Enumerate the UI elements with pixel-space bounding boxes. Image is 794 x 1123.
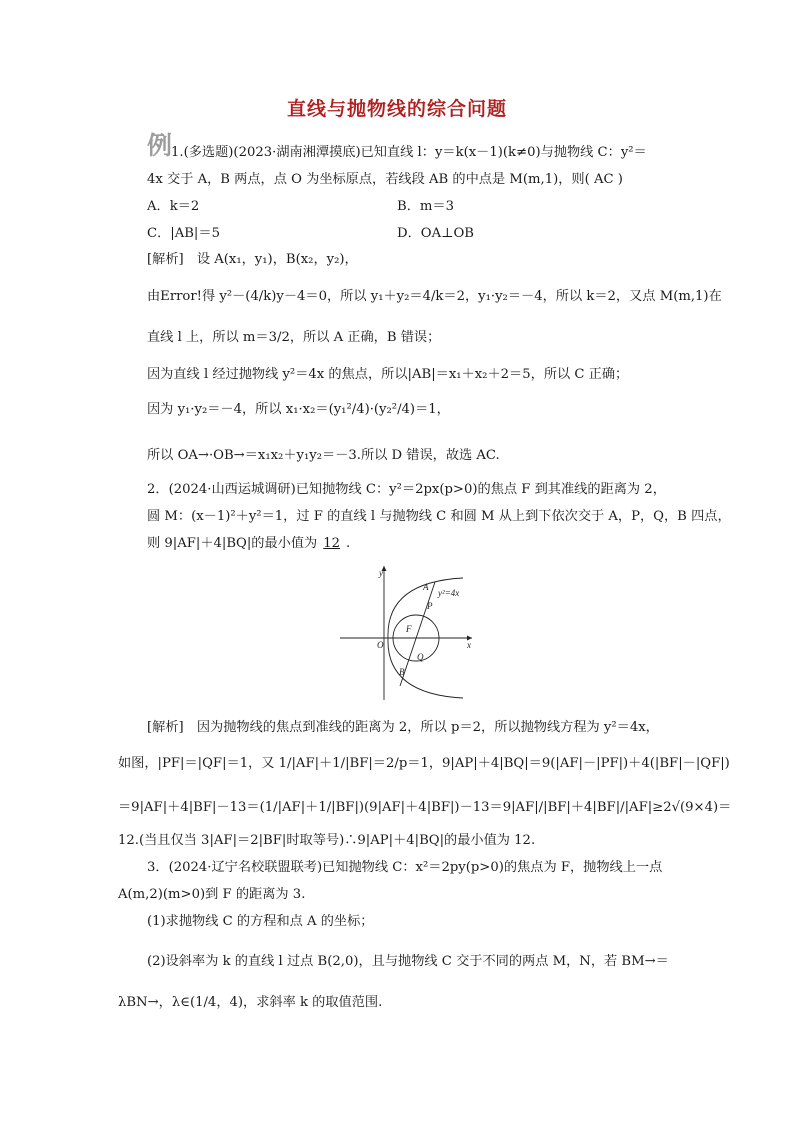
origin-label: O bbox=[377, 640, 384, 650]
text-line: 则 9|AF|＋4|BQ|的最小值为 12 . bbox=[147, 536, 351, 551]
example-mark: 例 bbox=[147, 131, 173, 160]
text-line: λBN→，λ∈(1/4，4)，求斜率 k 的取值范围. bbox=[118, 995, 383, 1010]
x-axis-label: x bbox=[467, 640, 471, 650]
text-line: 如图，|PF|＝|QF|＝1，又 1/|AF|＋1/|BF|＝2/p＝1，9|AP|＋4|BQ|＝9(|AF|－|PF|)＋4(|BF|－|QF|) bbox=[118, 756, 730, 771]
text-line: 圆 M：(x－1)²＋y²＝1，过 F 的直线 l 与抛物线 C 和圆 M 从上到下依次交于 A，P，Q，B 四点， bbox=[147, 509, 731, 524]
point-p-label: P bbox=[427, 601, 433, 611]
option-b: B．m＝3 bbox=[397, 199, 454, 214]
text-line: 1.(多选题)(2023·湖南湘潭摸底)已知直线 l：y＝k(x－1)(k≠0)与抛物线 C：y²＝ bbox=[171, 145, 647, 160]
text-line: 4x 交于 A，B 两点，点 O 为坐标原点，若线段 AB 的中点是 M(m,1)，则( AC ) bbox=[147, 172, 623, 187]
point-q-label: Q bbox=[417, 652, 424, 662]
y-axis-label: y bbox=[379, 568, 383, 578]
point-b-label: B bbox=[399, 667, 405, 677]
text-line: ＝9|AF|＋4|BF|－13＝(1/|AF|＋1/|BF|)(9|AF|＋4|BF|)－13＝9|AF|/|BF|＋4|BF|/|AF|≥2√(9×4)＝ bbox=[118, 800, 732, 815]
text-line: 3．(2024·辽宁名校联盟联考)已知抛物线 C：x²＝2py(p>0)的焦点为 F，抛物线上一点 bbox=[147, 860, 663, 875]
text-line: 所以 OA→·OB→＝x₁x₂＋y₁y₂＝－3.所以 D 错误，故选 AC. bbox=[147, 448, 500, 463]
text-line: 直线 l 上，所以 m＝3/2，所以 A 正确，B 错误； bbox=[147, 330, 441, 345]
text-line: 12.(当且仅当 3|AF|＝2|BF|时取等号)∴9|AP|＋4|BQ|的最小值为 12. bbox=[118, 833, 536, 848]
answer-blank: 12 bbox=[323, 536, 341, 551]
point-a-label: A bbox=[423, 582, 429, 592]
text-line: (1)求抛物线 C 的方程和点 A 的坐标； bbox=[147, 914, 374, 929]
page-title: 直线与抛物线的综合问题 bbox=[286, 98, 507, 120]
text-line: 2．(2024·山西运城调研)已知抛物线 C：y²＝2px(p>0)的焦点 F 到其准线的距离为 2， bbox=[147, 482, 666, 497]
text-line: (2)设斜率为 k 的直线 l 过点 B(2,0)，且与抛物线 C 交于不同的两点 M，N，若 BM→＝ bbox=[147, 954, 669, 969]
point-f-label: F bbox=[406, 624, 412, 634]
option-a: A．k＝2 bbox=[147, 199, 200, 214]
text-line: 由Error!得 y²－(4/k)y－4＝0，所以 y₁＋y₂＝4/k＝2，y₁·y₂＝－4，所以 k＝2，又点 M(m,1)在 bbox=[147, 289, 722, 304]
curve-equation-label: y²=4x bbox=[438, 588, 460, 598]
text-line: A(m,2)(m>0)到 F 的距离为 3. bbox=[118, 887, 306, 902]
option-d: D．OA⊥OB bbox=[397, 226, 474, 241]
text-line: 因为 y₁·y₂＝－4，所以 x₁·x₂＝(y₁²/4)·(y₂²/4)＝1， bbox=[147, 402, 450, 417]
line-l bbox=[400, 582, 435, 686]
parabola-figure bbox=[338, 562, 476, 702]
text-fragment: 则 9|AF|＋4|BQ|的最小值为 bbox=[147, 536, 318, 551]
text-line: [解析] 因为抛物线的焦点到准线的距离为 2，所以 p＝2，所以抛物线方程为 y²＝4x， bbox=[147, 720, 659, 735]
option-c: C．|AB|＝5 bbox=[147, 226, 220, 241]
text-line: 因为直线 l 经过抛物线 y²＝4x 的焦点，所以|AB|＝x₁＋x₂＋2＝5，所以 C 正确； bbox=[147, 367, 629, 382]
text-line: [解析] 设 A(x₁，y₁)，B(x₂，y₂)， bbox=[147, 252, 358, 267]
